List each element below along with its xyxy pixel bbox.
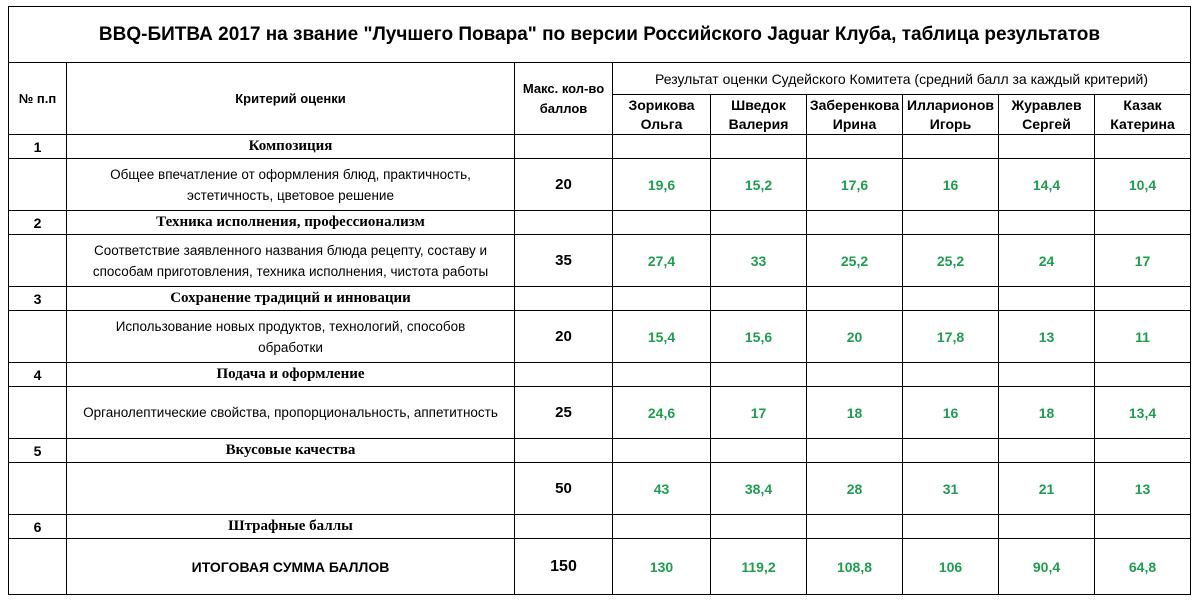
- empty-cell: [515, 211, 613, 235]
- judge-score: 24,6: [613, 387, 711, 439]
- judge-score: 16: [903, 159, 999, 211]
- judge-score: 13: [1095, 463, 1191, 515]
- header-num: № п.п: [9, 63, 67, 135]
- category-name: Подача и оформление: [67, 363, 515, 387]
- criterion-description: [67, 463, 515, 515]
- empty-cell: [515, 287, 613, 311]
- criterion-row: [9, 463, 1191, 515]
- total-max: 150: [515, 539, 613, 595]
- empty-cell: [711, 135, 807, 159]
- criterion-description-line2: обработки: [258, 339, 323, 355]
- criterion-row: [9, 159, 1191, 211]
- total-score: 90,4: [999, 539, 1095, 595]
- category-name: Вкусовые качества: [67, 439, 515, 463]
- judge-score: 15,2: [711, 159, 807, 211]
- judge-name-cell: [613, 95, 711, 135]
- empty-cell: [515, 135, 613, 159]
- empty-cell: [1095, 287, 1191, 311]
- max-score: 25: [515, 387, 613, 439]
- empty-cell: [515, 515, 613, 539]
- criterion-description-line1: Общее впечатление от оформления блюд, практичность,: [110, 166, 471, 182]
- judge-score: 20: [807, 311, 903, 363]
- judge-score: 19,6: [613, 159, 711, 211]
- empty-cell: [999, 439, 1095, 463]
- results-table: [8, 6, 1191, 595]
- empty-cell: [999, 287, 1095, 311]
- judge-first-name: Илларионов: [907, 96, 994, 113]
- empty-cell: [9, 463, 67, 515]
- judge-score: 11: [1095, 311, 1191, 363]
- empty-cell: [613, 211, 711, 235]
- empty-cell: [711, 211, 807, 235]
- empty-cell: [903, 515, 999, 539]
- judge-score: 10,4: [1095, 159, 1191, 211]
- empty-cell: [613, 515, 711, 539]
- empty-cell: [9, 235, 67, 287]
- criterion-description-line1: Органолептические свойства, пропорциональность, аппетитность: [83, 405, 498, 420]
- empty-cell: [613, 363, 711, 387]
- empty-cell: [807, 287, 903, 311]
- judge-score: 13: [999, 311, 1095, 363]
- empty-cell: [903, 439, 999, 463]
- judge-first-name: Заберенкова: [809, 96, 900, 113]
- judge-second-name: Ольга: [640, 115, 683, 132]
- judge-first-name: Журавлев: [1011, 96, 1082, 113]
- category-num: 2: [9, 211, 67, 235]
- judge-name-cell: [807, 95, 903, 135]
- judge-score: 13,4: [1095, 387, 1191, 439]
- criterion-description-line2: эстетичность, цветовое решение: [187, 187, 394, 203]
- empty-cell: [999, 363, 1095, 387]
- total-score: 119,2: [711, 539, 807, 595]
- judge-score: 15,4: [613, 311, 711, 363]
- judge-score: 16: [903, 387, 999, 439]
- empty-cell: [903, 363, 999, 387]
- total-score: 106: [903, 539, 999, 595]
- table-title: BBQ-БИТВА 2017 на звание "Лучшего Повара" по версии Российского Jaguar Клуба, таблица результатов: [9, 7, 1191, 63]
- penalty-name: Штрафные баллы: [67, 515, 515, 539]
- max-score: 35: [515, 235, 613, 287]
- empty-cell: [711, 439, 807, 463]
- empty-cell: [711, 363, 807, 387]
- judge-first-name: Зорикова: [628, 96, 695, 113]
- empty-cell: [903, 211, 999, 235]
- empty-cell: [1095, 515, 1191, 539]
- criterion-row: [9, 387, 1191, 439]
- empty-cell: [807, 211, 903, 235]
- empty-cell: [9, 159, 67, 211]
- empty-cell: [9, 311, 67, 363]
- empty-cell: [1095, 211, 1191, 235]
- empty-cell: [807, 439, 903, 463]
- header-max: [515, 63, 613, 135]
- total-row: [9, 539, 1191, 595]
- header-result-group: Результат оценки Судейского Комитета (средний балл за каждый критерий): [613, 63, 1191, 95]
- empty-cell: [999, 211, 1095, 235]
- judge-second-name: Катерина: [1110, 115, 1175, 132]
- criterion-description: [67, 387, 515, 439]
- judge-score: 28: [807, 463, 903, 515]
- judge-score: 24: [999, 235, 1095, 287]
- category-num: 4: [9, 363, 67, 387]
- judge-score: 14,4: [999, 159, 1095, 211]
- category-row: [9, 287, 1191, 311]
- header-criterion: Критерий оценки: [67, 63, 515, 135]
- judge-name-cell: [903, 95, 999, 135]
- empty-cell: [1095, 439, 1191, 463]
- criterion-row: [9, 235, 1191, 287]
- empty-cell: [1095, 135, 1191, 159]
- judge-score: 21: [999, 463, 1095, 515]
- category-name: Техника исполнения, профессионализм: [67, 211, 515, 235]
- category-num: 3: [9, 287, 67, 311]
- judge-score: 38,4: [711, 463, 807, 515]
- penalty-row: [9, 515, 1191, 539]
- total-label: ИТОГОВАЯ СУММА БАЛЛОВ: [67, 539, 515, 595]
- judge-score: 17,8: [903, 311, 999, 363]
- criterion-description-line1: Использование новых продуктов, технологий, способов: [115, 318, 466, 334]
- empty-cell: [9, 539, 67, 595]
- empty-cell: [613, 287, 711, 311]
- category-row: [9, 135, 1191, 159]
- judge-name-cell: [999, 95, 1095, 135]
- empty-cell: [807, 515, 903, 539]
- empty-cell: [999, 135, 1095, 159]
- category-row: [9, 211, 1191, 235]
- judge-score: 33: [711, 235, 807, 287]
- judge-score: 17,6: [807, 159, 903, 211]
- judge-score: 31: [903, 463, 999, 515]
- criterion-description: [67, 235, 515, 287]
- category-num: 5: [9, 439, 67, 463]
- judge-score: 18: [999, 387, 1095, 439]
- category-name: Сохранение традиций и инновации: [67, 287, 515, 311]
- judge-score: 25,2: [903, 235, 999, 287]
- header-max-line1: Макс. кол-во: [522, 80, 605, 96]
- judge-first-name: Казак: [1123, 96, 1162, 113]
- judge-score: 25,2: [807, 235, 903, 287]
- judge-name-cell: [1095, 95, 1191, 135]
- criterion-row: [9, 311, 1191, 363]
- empty-cell: [515, 363, 613, 387]
- category-row: [9, 439, 1191, 463]
- empty-cell: [807, 363, 903, 387]
- empty-cell: [903, 135, 999, 159]
- header-max-line2: баллов: [539, 100, 588, 116]
- criterion-description: [67, 159, 515, 211]
- judge-name-cell: [711, 95, 807, 135]
- judge-second-name: Сергей: [1022, 115, 1071, 132]
- judge-score: 15,6: [711, 311, 807, 363]
- max-score: 50: [515, 463, 613, 515]
- penalty-num: 6: [9, 515, 67, 539]
- empty-cell: [903, 287, 999, 311]
- empty-cell: [613, 439, 711, 463]
- empty-cell: [613, 135, 711, 159]
- empty-cell: [807, 135, 903, 159]
- max-score: 20: [515, 311, 613, 363]
- judge-score: 18: [807, 387, 903, 439]
- empty-cell: [999, 515, 1095, 539]
- category-num: 1: [9, 135, 67, 159]
- category-row: [9, 363, 1191, 387]
- total-score: 108,8: [807, 539, 903, 595]
- judge-second-name: Ирина: [832, 115, 877, 132]
- total-score: 64,8: [1095, 539, 1191, 595]
- judge-second-name: Игорь: [929, 115, 972, 132]
- judge-second-name: Валерия: [728, 115, 789, 132]
- criterion-description: [67, 311, 515, 363]
- criterion-description-line1: Соответствие заявленного названия блюда рецепту, составу и: [93, 242, 488, 258]
- max-score: 20: [515, 159, 613, 211]
- empty-cell: [1095, 363, 1191, 387]
- empty-cell: [711, 515, 807, 539]
- judge-score: 27,4: [613, 235, 711, 287]
- total-score: 130: [613, 539, 711, 595]
- judge-score: 17: [1095, 235, 1191, 287]
- empty-cell: [711, 287, 807, 311]
- empty-cell: [515, 439, 613, 463]
- category-name: Композиция: [67, 135, 515, 159]
- empty-cell: [9, 387, 67, 439]
- criterion-description-line2: способам приготовления, техника исполнения, чистота работы: [92, 263, 489, 279]
- judge-score: 17: [711, 387, 807, 439]
- judge-score: 43: [613, 463, 711, 515]
- judge-first-name: Шведок: [731, 96, 786, 113]
